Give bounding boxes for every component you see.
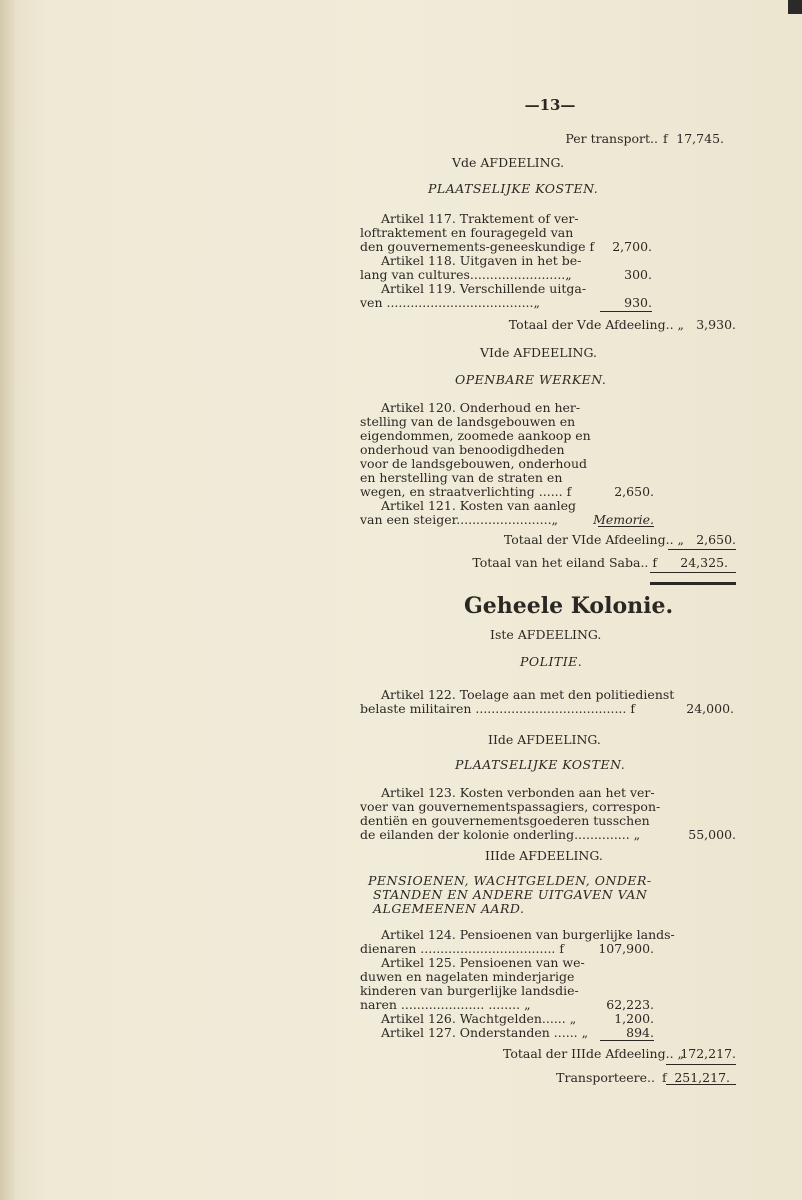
article-amount: Memorie. xyxy=(593,512,654,527)
article-line: wegen, en straatverlichting ...... f xyxy=(360,484,572,499)
scan-corner xyxy=(788,0,802,14)
article-line: onderhoud van benoodigdheden xyxy=(360,442,565,457)
transport-label: Per transport.. xyxy=(565,131,658,146)
article-amount: 62,223. xyxy=(606,997,654,1012)
section-subtitle: STANDEN EN ANDERE UITGAVEN VAN xyxy=(373,887,648,902)
article-amount: 930. xyxy=(624,295,652,310)
section-title: VIde AFDEELING. xyxy=(480,345,597,360)
article-line: de eilanden der kolonie onderling.............. „ xyxy=(360,827,641,842)
transport-label: Transporteere.. xyxy=(556,1070,655,1085)
section-subtitle: PLAATSELIJKE KOSTEN. xyxy=(428,181,599,196)
article-amount: 24,000. xyxy=(686,701,734,716)
section-title: IIIde AFDEELING. xyxy=(485,848,603,863)
section-title: Vde AFDEELING. xyxy=(452,155,565,170)
article-line: belaste militairen ...................................... f xyxy=(360,701,635,716)
transport-currency: f xyxy=(662,1070,667,1085)
sum-rule xyxy=(600,1040,654,1041)
article-line: Artikel 118. Uitgaven in het be- xyxy=(381,253,582,268)
article-line: eigendommen, zoomede aankoop en xyxy=(360,428,591,443)
page-binding-shadow xyxy=(0,0,14,1200)
article-line: voer van gouvernementspassagiers, correspon- xyxy=(360,799,661,814)
sum-rule xyxy=(650,572,736,573)
article-line: naren ..................... ........ „ xyxy=(360,997,531,1012)
article-amount: 300. xyxy=(624,267,652,282)
article-line: stelling van de landsgebouwen en xyxy=(360,414,576,429)
section-title: Iste AFDEELING. xyxy=(490,627,602,642)
article-line: lang van cultures........................„ xyxy=(360,267,572,282)
page-number: —13— xyxy=(524,96,576,114)
article-amount: 2,700. xyxy=(612,239,652,254)
transport-amount: 251,217. xyxy=(674,1070,730,1085)
section-total-amount: 2,650. xyxy=(696,532,736,547)
section-subtitle: ALGEMEENEN AARD. xyxy=(373,901,525,916)
sum-rule xyxy=(668,549,736,550)
article-amount: 107,900. xyxy=(598,941,654,956)
article-amount: 2,650. xyxy=(614,484,654,499)
article-line: Artikel 125. Pensioenen van we- xyxy=(381,955,585,970)
article-line: Artikel 127. Onderstanden ...... „ xyxy=(381,1025,589,1040)
section-total-label: Totaal der VIde Afdeeling.. „ xyxy=(503,532,684,547)
double-rule xyxy=(650,582,736,585)
article-line: Artikel 124. Pensioenen van burgerlijke lands- xyxy=(381,927,675,942)
article-line: dienaren .................................. f xyxy=(360,941,564,956)
article-line: Artikel 122. Toelage aan met den politiedienst xyxy=(381,687,675,702)
article-line: dentiën en gouvernementsgoederen tusschen xyxy=(360,813,650,828)
article-line: en herstelling van de straten en xyxy=(360,470,563,485)
colony-heading: Geheele Kolonie. xyxy=(464,593,674,619)
article-line: kinderen van burgerlijke landsdie- xyxy=(360,983,579,998)
article-line: Artikel 119. Verschillende uitga- xyxy=(381,281,587,296)
section-subtitle: PLAATSELIJKE KOSTEN. xyxy=(455,757,626,772)
article-line: Artikel 121. Kosten van aanleg xyxy=(381,498,577,513)
article-line: voor de landsgebouwen, onderhoud xyxy=(360,456,588,471)
section-title: IIde AFDEELING. xyxy=(488,732,601,747)
sum-rule xyxy=(666,1084,736,1085)
transport-currency: f xyxy=(663,131,668,146)
section-total-amount: 172,217. xyxy=(680,1046,736,1061)
article-amount: 894. xyxy=(626,1025,654,1040)
article-line: ven .....................................„ xyxy=(360,295,540,310)
article-line: Artikel 117. Traktement of ver- xyxy=(381,211,579,226)
section-subtitle: OPENBARE WERKEN. xyxy=(455,372,607,387)
article-line: loftraktement en fouragegeld van xyxy=(360,225,574,240)
sum-rule xyxy=(666,1064,736,1065)
article-line: duwen en nagelaten minderjarige xyxy=(360,969,575,984)
section-total-label: Totaal der Vde Afdeeling.. „ xyxy=(508,317,684,332)
section-total-label: Totaal der IIIde Afdeeling.. „ xyxy=(503,1046,684,1061)
sum-rule xyxy=(598,526,654,527)
island-total-label: Totaal van het eiland Saba.. f xyxy=(472,555,657,570)
article-line: den gouvernements-geneeskundige f xyxy=(360,239,595,254)
article-line: Artikel 126. Wachtgelden...... „ xyxy=(381,1011,577,1026)
article-amount: 1,200. xyxy=(614,1011,654,1026)
section-subtitle: POLITIE. xyxy=(520,654,583,669)
article-amount: 55,000. xyxy=(688,827,736,842)
section-subtitle: PENSIOENEN, WACHTGELDEN, ONDER- xyxy=(368,873,652,888)
article-line: Artikel 120. Onderhoud en her- xyxy=(381,400,581,415)
article-line: van een steiger........................„ xyxy=(360,512,559,527)
island-total-amount: 24,325. xyxy=(680,555,728,570)
transport-amount: 17,745. xyxy=(676,131,724,146)
article-line: Artikel 123. Kosten verbonden aan het ver- xyxy=(381,785,655,800)
section-total-amount: 3,930. xyxy=(696,317,736,332)
sum-rule xyxy=(600,311,652,312)
